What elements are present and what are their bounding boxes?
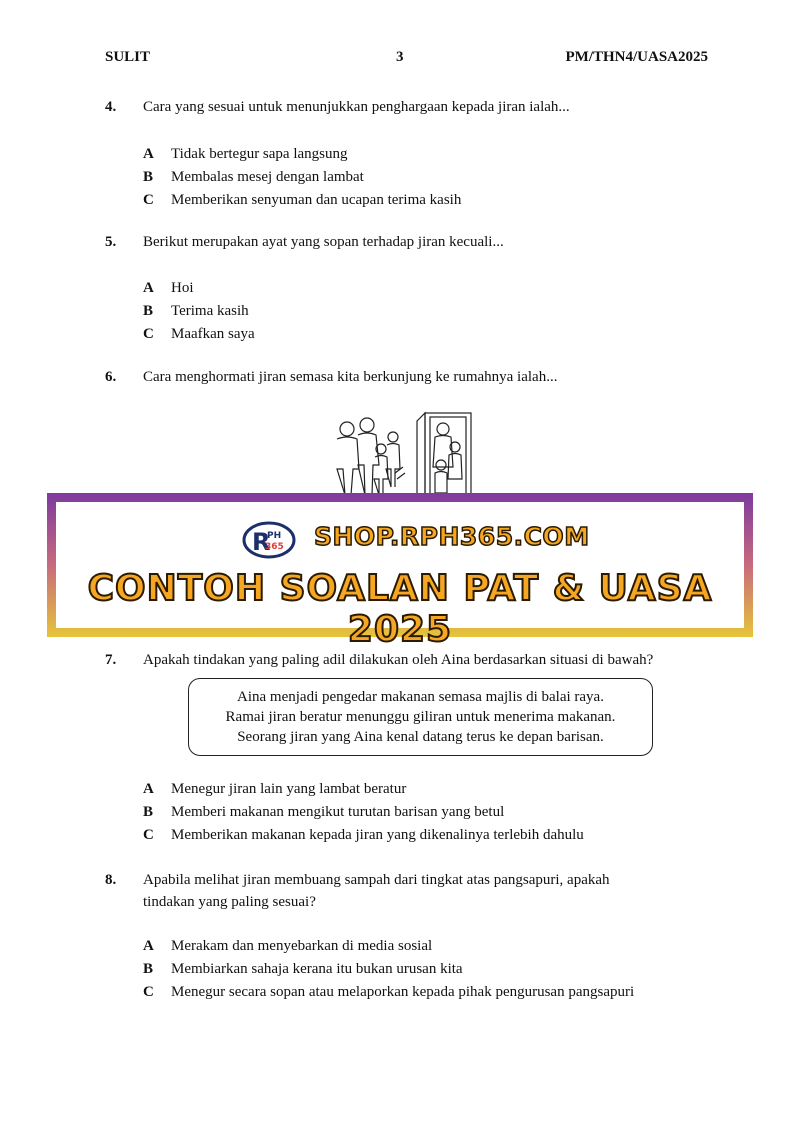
option-b[interactable]: B Membalas mesej dengan lambat (143, 169, 364, 185)
promo-banner (47, 493, 753, 650)
option-c[interactable]: C Maafkan saya (143, 326, 255, 342)
question-number: 7. (105, 652, 117, 668)
svg-text:PH: PH (267, 531, 282, 541)
banner-title: CONTOH SOALAN PAT & UASA 2025 (87, 568, 713, 650)
question-stem: Berikut merupakan ayat yang sopan terhadap jiran kecuali... (143, 234, 504, 250)
option-a[interactable]: A Tidak bertegur sapa langsung (143, 146, 348, 162)
page-number: 3 (396, 49, 404, 65)
question-stem: Cara yang sesuai untuk menunjukkan penghargaan kepada jiran ialah... (143, 99, 570, 115)
question-stem: Apabila melihat jiran membuang sampah dari tingkat atas pangsapuri, apakah tindakan yang paling sesuai? (143, 872, 610, 910)
svg-text:R: R (252, 528, 271, 556)
svg-text:365: 365 (265, 542, 284, 552)
question-number: 5. (105, 234, 117, 250)
question-number: 4. (105, 99, 117, 115)
question-number: 8. (105, 872, 117, 888)
rph365-logo-icon (241, 520, 297, 560)
option-b[interactable]: B Terima kasih (143, 303, 249, 319)
option-c[interactable]: C Memberikan makanan kepada jiran yang dikenalinya terlebih dahulu (143, 827, 584, 843)
option-b[interactable]: B Membiarkan sahaja kerana itu bukan urusan kita (143, 961, 463, 977)
option-a[interactable]: A Hoi (143, 280, 194, 296)
option-c[interactable]: C Memberikan senyuman dan ucapan terima kasih (143, 192, 462, 208)
option-b[interactable]: B Memberi makanan mengikut turutan barisan yang betul (143, 804, 505, 820)
paper-code: PM/THN4/UASA2025 (565, 49, 708, 65)
question-stem: Cara menghormati jiran semasa kita berkunjung ke rumahnya ialah... (143, 369, 558, 385)
option-a[interactable]: A Merakam dan menyebarkan di media sosial (143, 938, 433, 954)
question-number: 6. (105, 369, 117, 385)
situation-line: Aina menjadi pengedar makanan semasa majlis di balai raya. (237, 689, 604, 705)
option-c[interactable]: C Menegur secara sopan atau melaporkan kepada pihak pengurusan pangsapuri (143, 984, 635, 1000)
family-visiting-door-illustration (325, 407, 485, 497)
situation-line: Seorang jiran yang Aina kenal datang terus ke depan barisan. (237, 729, 604, 745)
situation-line: Ramai jiran beratur menunggu giliran untuk menerima makanan. (225, 709, 616, 725)
situation-box (188, 678, 653, 756)
shop-url: SHOP.RPH365.COM (314, 522, 590, 551)
header-left-label: SULIT (105, 49, 151, 65)
option-a[interactable]: A Menegur jiran lain yang lambat beratur (143, 781, 407, 797)
question-stem: Apakah tindakan yang paling adil dilakukan oleh Aina berdasarkan situasi di bawah? (143, 652, 654, 668)
